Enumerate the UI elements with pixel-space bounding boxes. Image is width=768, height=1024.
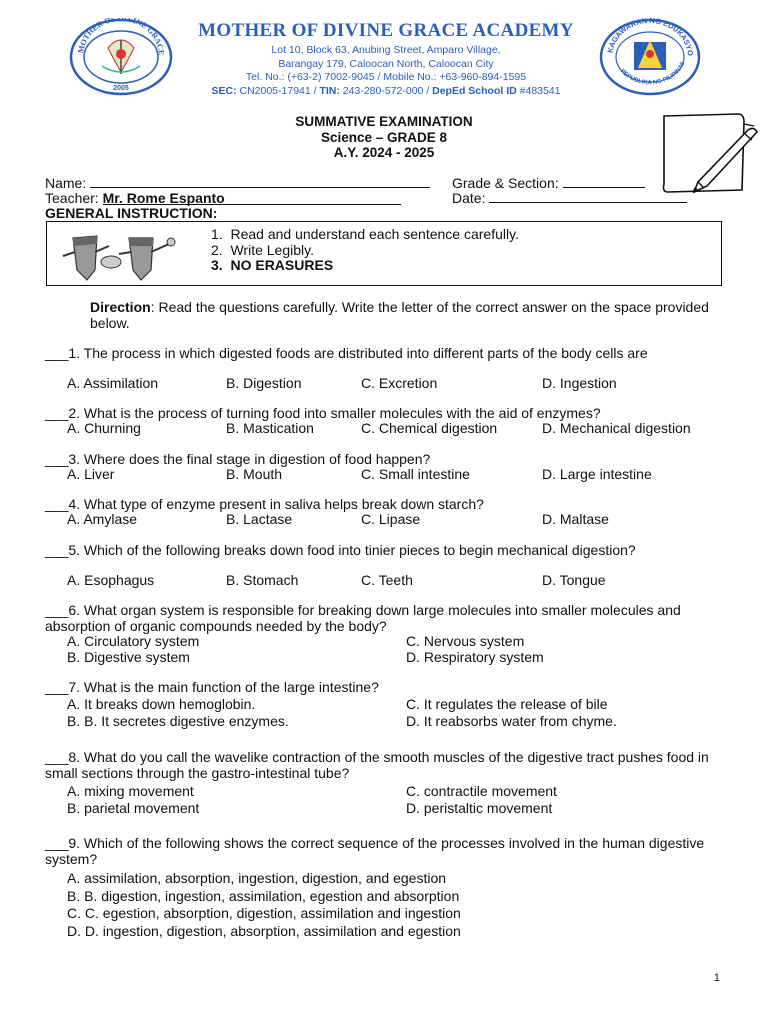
instruction-item: 2. Write Legibly. <box>211 241 314 258</box>
question-stem: ___9. Which of the following shows the correct sequence of the processes involved in the human digestive system? <box>45 835 705 867</box>
option-a[interactable]: A. It breaks down hemoglobin. <box>67 696 256 712</box>
seal-year: 2005 <box>113 85 129 92</box>
teacher-value: Mr. Rome Espanto <box>103 190 401 205</box>
date-label: Date: <box>452 190 486 206</box>
option-d[interactable]: D. Tongue <box>542 572 606 588</box>
option-c[interactable]: C. Chemical digestion <box>361 420 498 436</box>
question-stem: ___7. What is the main function of the large intestine? <box>45 679 379 695</box>
question-stem: ___6. What organ system is responsible for breaking down large molecules into smaller molecules and absorption of organic compounds needed by the body? <box>45 602 681 634</box>
option-a[interactable]: A. mixing movement <box>67 783 194 799</box>
exam-title: SUMMATIVE EXAMINATION <box>295 114 473 129</box>
grade-section-field[interactable] <box>452 175 645 191</box>
option-d[interactable]: D. Respiratory system <box>406 649 544 665</box>
school-info <box>176 20 596 98</box>
option-c[interactable]: C. Teeth <box>361 572 413 588</box>
option-b[interactable]: B. Stomach <box>226 572 299 588</box>
paper-pencil-icon <box>660 110 760 202</box>
school-name: MOTHER OF DIVINE GRACE ACADEMY <box>198 20 574 41</box>
option-a[interactable]: A. Esophagus <box>67 572 155 588</box>
seal-ring-text: MOTHER OF DIVINE GRACE <box>76 18 167 56</box>
option-d[interactable]: D. Ingestion <box>542 375 617 391</box>
deped-bottom-text: REPUBLIKA NG PILIPINAS <box>618 60 687 87</box>
registration-line: SEC: CN2005-17941 / TIN: 243-280-572-000 / DepEd School ID #483541 <box>211 84 561 97</box>
option-a[interactable]: A. Assimilation <box>67 375 159 391</box>
grade-section-label: Grade & Section: <box>452 175 559 191</box>
name-field[interactable] <box>45 175 430 191</box>
deped-seal-logo <box>598 18 702 96</box>
option-c[interactable]: C. Small intestine <box>361 466 470 482</box>
exam-year: A.Y. 2024 - 2025 <box>333 145 435 160</box>
option-a[interactable]: A. Circulatory system <box>67 633 200 649</box>
option-b[interactable]: B. B. digestion, ingestion, assimilation, egestion and absorption <box>67 888 460 904</box>
option-d[interactable]: D. Maltase <box>542 511 609 527</box>
option-c[interactable]: C. It regulates the release of bile <box>406 696 608 712</box>
address-line-2: Barangay 179, Caloocan North, Caloocan City <box>278 57 494 70</box>
instruction-list <box>211 227 519 274</box>
question-stem: ___1. The process in which digested foods are distributed into different parts of the body cells are <box>45 345 648 361</box>
address-line-1: Lot 10, Block 63, Anubing Street, Amparo Village, <box>271 44 501 56</box>
option-a[interactable]: A. Liver <box>67 466 115 482</box>
exam-title-block <box>0 114 768 161</box>
school-seal-logo <box>68 18 174 96</box>
general-instruction-heading: GENERAL INSTRUCTION: <box>45 205 218 221</box>
pencil-characters-illustration <box>53 226 183 282</box>
direction-text: Direction: Read the questions carefully. Write the letter of the correct answer on the space provided below. <box>90 299 709 331</box>
school-header <box>0 0 768 100</box>
exam-subject: Science – GRADE 8 <box>320 129 448 145</box>
option-b[interactable]: B. Digestive system <box>67 649 190 665</box>
instruction-item: 3. NO ERASURES <box>211 257 334 273</box>
question-stem: ___4. What type of enzyme present in saliva helps break down starch? <box>45 496 484 512</box>
option-d[interactable]: D. Large intestine <box>542 466 652 482</box>
option-d[interactable]: D. It reabsorbs water from chyme. <box>406 713 617 729</box>
option-b[interactable]: B. Lactase <box>226 511 293 527</box>
page-number: 1 <box>713 972 720 984</box>
question-stem: ___8. What do you call the wavelike contraction of the smooth muscles of the digestive tract pushes food in small sections through the gastro-intestinal tube? <box>45 749 709 781</box>
option-b[interactable]: B. Mouth <box>226 466 283 482</box>
name-label: Name: <box>45 175 87 191</box>
instruction-item: 1. Read and understand each sentence carefully. <box>211 226 519 242</box>
deped-ring-text: KAGAWARAN NG EDUKASYO <box>605 18 696 57</box>
option-c[interactable]: C. Lipase <box>361 511 421 527</box>
option-c[interactable]: C. Excretion <box>361 375 438 391</box>
date-field[interactable] <box>452 190 687 206</box>
question-stem: ___2. What is the process of turning food into smaller molecules with the aid of enzymes? <box>45 405 601 421</box>
date-blank[interactable] <box>489 190 687 203</box>
option-b[interactable]: B. B. It secretes digestive enzymes. <box>67 713 289 729</box>
phone-line: Tel. No.: (+63-2) 7002-9045 / Mobile No.: +63-960-894-1595 <box>245 71 527 83</box>
option-d[interactable]: D. peristaltic movement <box>406 800 553 816</box>
instructions-box <box>46 221 722 286</box>
name-blank[interactable] <box>90 175 430 188</box>
question-stem: ___5. Which of the following breaks down food into tinier pieces to begin mechanical digestion? <box>45 542 636 558</box>
grade-section-blank[interactable] <box>563 175 645 188</box>
teacher-field <box>45 190 401 206</box>
option-d[interactable]: D. D. ingestion, digestion, absorption, assimilation and egestion <box>67 923 461 939</box>
option-d[interactable]: D. Mechanical digestion <box>542 420 691 436</box>
option-c[interactable]: C. contractile movement <box>406 783 557 799</box>
teacher-label: Teacher: <box>45 190 99 206</box>
option-a[interactable]: A. assimilation, absorption, ingestion, digestion, and egestion <box>67 870 447 886</box>
option-b[interactable]: B. Digestion <box>226 375 302 391</box>
question-stem: ___3. Where does the final stage in digestion of food happen? <box>45 451 431 467</box>
option-c[interactable]: C. Nervous system <box>406 633 525 649</box>
option-a[interactable]: A. Amylase <box>67 511 138 527</box>
option-b[interactable]: B. parietal movement <box>67 800 200 816</box>
option-c[interactable]: C. C. egestion, absorption, digestion, assimilation and ingestion <box>67 905 461 921</box>
option-a[interactable]: A. Churning <box>67 420 141 436</box>
option-b[interactable]: B. Mastication <box>226 420 314 436</box>
